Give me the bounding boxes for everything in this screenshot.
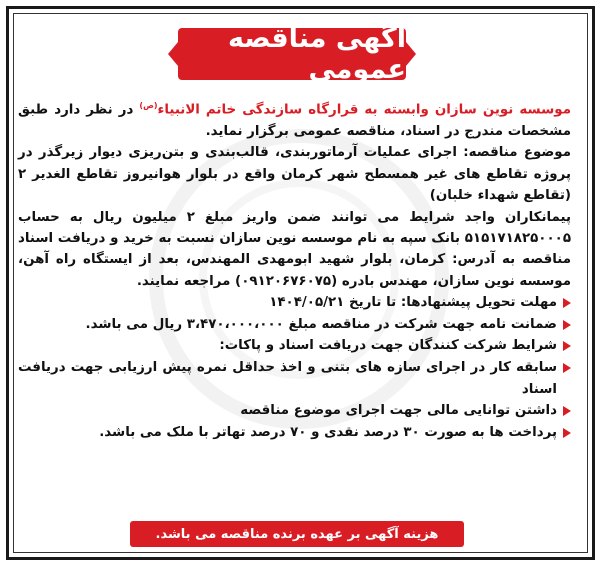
triangle-bullet-icon	[563, 320, 571, 330]
intro-paragraph	[18, 95, 571, 142]
subject-paragraph: موضوع مناقصه: اجرای عملیات آرماتوربندی، قالب‌بندی و بتن‌ریزی دیوار زیرگذر در پروژه تقاطع های غیر همسطح شهر کرمان واقع در بلوار هوانیروز تقاطع الغدیر ۲ (تقاطع شهداء خلبان)	[18, 145, 571, 204]
list-item: مهلت تحویل پیشنهادها: تا تاریخ ۱۴۰۴/۰۵/۲۱	[18, 292, 571, 314]
footer-banner	[130, 521, 464, 547]
organization-sup: (ص)	[139, 101, 158, 110]
list-item: پرداخت ها به صورت ۳۰ درصد نقدی و ۷۰ درصد تهاتر با ملک می باشد.	[18, 422, 571, 444]
title-banner	[178, 23, 406, 85]
triangle-bullet-icon	[563, 298, 571, 308]
ad-body	[18, 95, 571, 443]
intro-rest: در نظر دارد طبق مشخصات مندرج در اسناد، مناقصه عمومی برگزار نماید.	[18, 102, 571, 139]
contractors-paragraph: پیمانکاران واجد شرایط می توانند ضمن واریز مبلغ ۲ میلیون ریال به حساب ۵۱۵۱۷۱۸۲۵۰۰۰۵ بانک سپه به نام موسسه نوین سازان نسبت به خرید و دریافت اسناد مناقصه به آدرس: کرمان، بلوار شهید ابومهدی المهندس، بعد از ایستگاه راه آهن، موسسه نوین سازان، مهندس بادره (۰۹۱۲۰۶۷۶۰۷۵) مراجعه نمایند.	[18, 209, 571, 289]
list-item: ضمانت نامه جهت شرکت در مناقصه مبلغ ۳،۴۷۰،۰۰۰،۰۰۰ ریال می باشد.	[18, 314, 571, 336]
page-title: آگهی مناقصه عمومی	[227, 23, 406, 85]
triangle-bullet-icon	[563, 341, 571, 351]
list-item: داشتن توانایی مالی جهت اجرای موضوع مناقصه	[18, 400, 571, 422]
list-item: شرایط شرکت کنندگان جهت دریافت اسناد و پاکات:	[18, 335, 571, 357]
triangle-bullet-icon	[563, 406, 571, 416]
organization-name: موسسه نوین سازان وابسته به قرارگاه سازندگی خاتم الانبیاء	[157, 102, 571, 118]
triangle-bullet-icon	[563, 363, 571, 373]
conditions-list	[18, 292, 571, 443]
footer-note: هزینه آگهی بر عهده برنده مناقصه می باشد.	[155, 526, 439, 542]
triangle-bullet-icon	[563, 428, 571, 438]
list-item: سابقه کار در اجرای سازه های بتنی و اخذ حداقل نمره پیش ارزیابی جهت دریافت اسناد	[18, 357, 571, 400]
